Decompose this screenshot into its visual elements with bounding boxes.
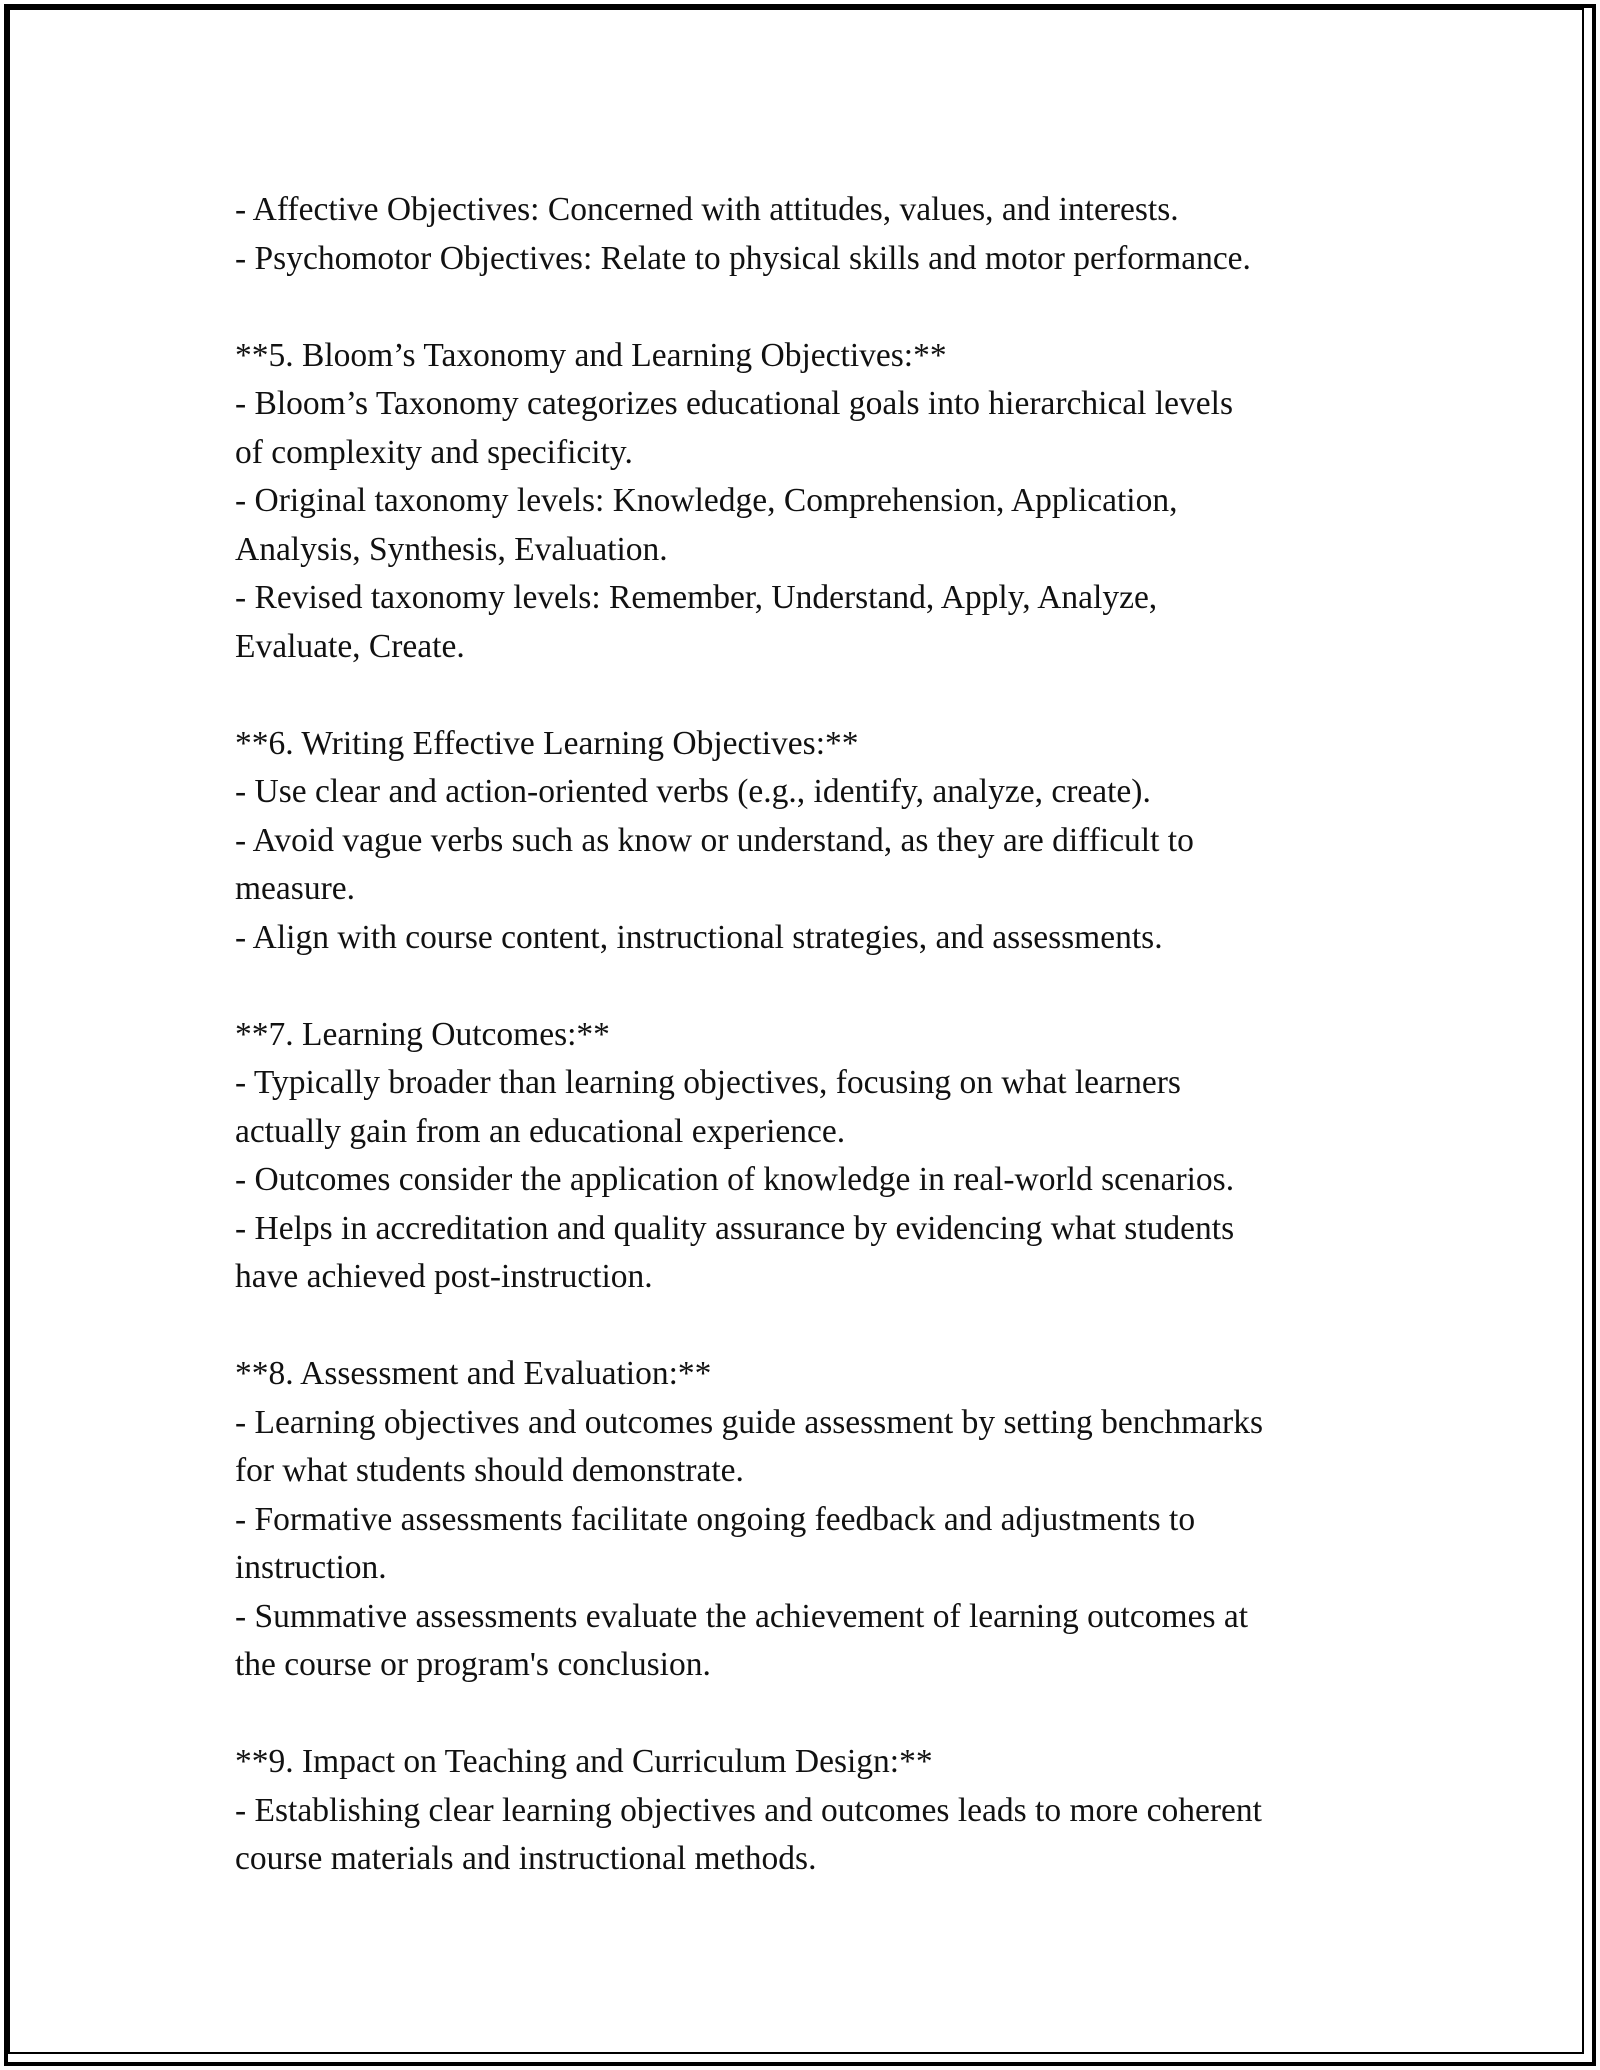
section-heading: **9. Impact on Teaching and Curriculum Design:** [235, 1743, 933, 1780]
section-line: the course or program's conclusion. [235, 1646, 711, 1683]
intro-line: - Affective Objectives: Concerned with attitudes, values, and interests. [235, 191, 1179, 228]
section-writing-objectives [235, 720, 1385, 963]
section-line: actually gain from an educational experience. [235, 1112, 846, 1150]
section-line: - Learning objectives and outcomes guide assessment by setting benchmarks [235, 1403, 1263, 1441]
document-body [235, 186, 1385, 1932]
section-line: - Outcomes consider the application of knowledge in real-world scenarios. [235, 1161, 1235, 1198]
section-line: - Bloom’s Taxonomy categorizes educational goals into hierarchical levels [235, 385, 1233, 422]
section-line: of complexity and specificity. [235, 433, 633, 471]
section-line: - Align with course content, instructional strategies, and assessments. [235, 918, 1163, 956]
intro-line: - Psychomotor Objectives: Relate to physical skills and motor performance. [235, 239, 1251, 277]
section-line: - Use clear and action-oriented verbs (e.g., identify, analyze, create). [235, 773, 1151, 810]
section-line: have achieved post-instruction. [235, 1258, 653, 1295]
section-line: - Establishing clear learning objectives and outcomes leads to more coherent [235, 1791, 1262, 1829]
section-line: Analysis, Synthesis, Evaluation. [235, 530, 668, 568]
section-line: for what students should demonstrate. [235, 1452, 744, 1489]
section-line: - Helps in accreditation and quality assurance by evidencing what students [235, 1209, 1235, 1247]
section-heading: **8. Assessment and Evaluation:** [235, 1355, 712, 1392]
section-line: - Formative assessments facilitate ongoing feedback and adjustments to [235, 1500, 1196, 1538]
section-line: - Typically broader than learning objectives, focusing on what learners [235, 1064, 1181, 1101]
section-line: - Revised taxonomy levels: Remember, Understand, Apply, Analyze, [235, 579, 1158, 616]
section-impact-teaching [235, 1738, 1385, 1884]
section-line: - Avoid vague verbs such as know or understand, as they are difficult to [235, 821, 1194, 859]
section-line: - Original taxonomy levels: Knowledge, Comprehension, Application, [235, 482, 1178, 519]
section-heading: **5. Bloom’s Taxonomy and Learning Objectives:** [235, 336, 947, 374]
section-heading: **7. Learning Outcomes:** [235, 1015, 610, 1053]
section-line: measure. [235, 870, 355, 907]
section-blooms-taxonomy [235, 332, 1385, 672]
section-line: course materials and instructional methods. [235, 1840, 817, 1877]
section-heading: **6. Writing Effective Learning Objectives:** [235, 724, 859, 762]
section-assessment-evaluation [235, 1350, 1385, 1690]
section-line: Evaluate, Create. [235, 627, 465, 665]
intro-block [235, 186, 1385, 283]
section-line: instruction. [235, 1549, 387, 1586]
section-line: - Summative assessments evaluate the achievement of learning outcomes at [235, 1597, 1249, 1635]
section-learning-outcomes [235, 1011, 1385, 1302]
